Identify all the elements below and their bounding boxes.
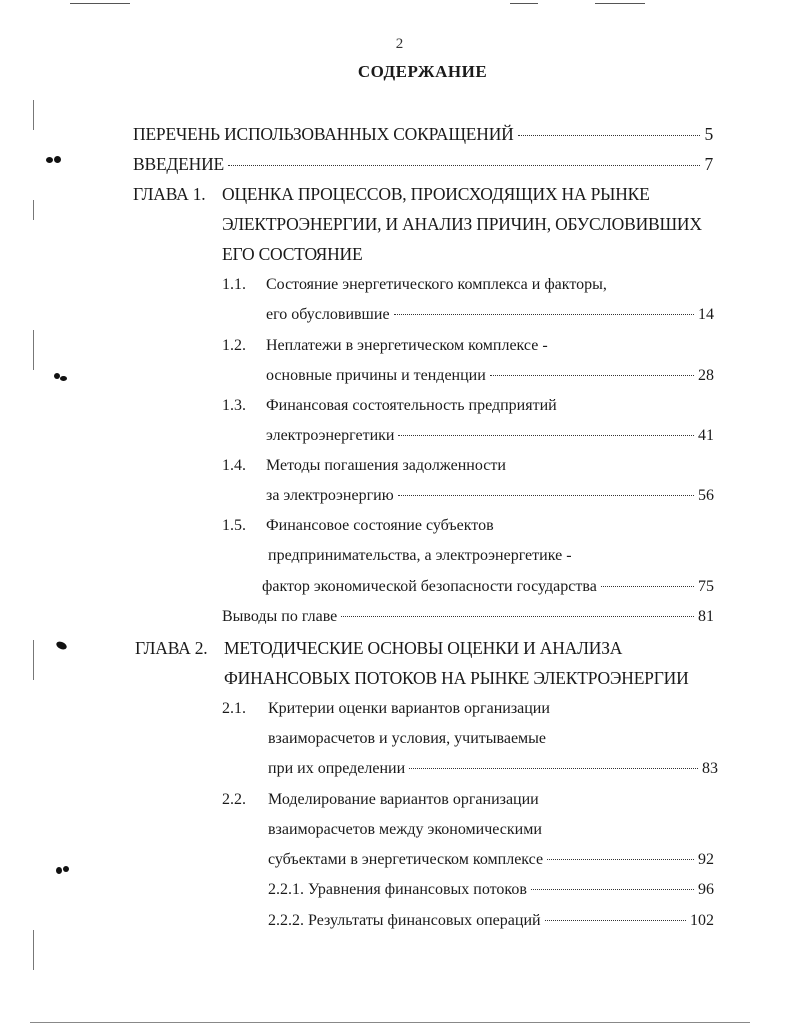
toc-entry-section-1-4[interactable] bbox=[266, 487, 714, 505]
section-title-line: субъектами в энергетическом комплексе bbox=[268, 851, 544, 868]
scan-rule bbox=[595, 3, 645, 4]
scan-speck bbox=[46, 157, 53, 163]
toc-entry-label: Выводы по главе bbox=[222, 608, 338, 625]
toc-entry-page: 7 bbox=[704, 154, 713, 174]
scan-rule bbox=[510, 3, 538, 4]
dot-leader bbox=[394, 314, 694, 315]
page-number: 2 bbox=[395, 36, 404, 52]
toc-entry-page: 41 bbox=[698, 427, 714, 444]
section-title-line[interactable]: Критерии оценки вариантов организации bbox=[268, 700, 550, 717]
toc-entry-section-2-1[interactable] bbox=[268, 760, 718, 778]
section-title-line[interactable]: Моделирование вариантов организации bbox=[268, 791, 539, 808]
dot-leader bbox=[531, 889, 694, 890]
toc-entry-page: 56 bbox=[698, 487, 714, 504]
chapter-1-title-line[interactable]: ЕГО СОСТОЯНИЕ bbox=[222, 244, 363, 264]
dot-leader bbox=[601, 586, 694, 587]
toc-entry-page: 96 bbox=[698, 881, 714, 898]
dot-leader bbox=[490, 375, 694, 376]
toc-entry-label: 2.2.2. Результаты финансовых операций bbox=[268, 912, 541, 929]
dot-leader bbox=[545, 920, 686, 921]
scan-speck bbox=[55, 640, 68, 651]
toc-entry-section-1-5[interactable] bbox=[262, 578, 714, 596]
section-number: 1.2. bbox=[222, 337, 246, 354]
chapter-2-number: ГЛАВА 2. bbox=[135, 638, 208, 658]
toc-entry-page: 81 bbox=[698, 608, 714, 625]
section-title-line[interactable]: Финансовая состоятельность предприятий bbox=[266, 397, 557, 414]
toc-entry-introduction[interactable] bbox=[133, 154, 713, 175]
section-number: 2.1. bbox=[222, 700, 246, 717]
page-title: СОДЕРЖАНИЕ bbox=[357, 62, 488, 81]
toc-entry-page: 102 bbox=[690, 912, 714, 929]
toc-entry-section-1-3[interactable] bbox=[266, 427, 714, 445]
dot-leader bbox=[228, 165, 700, 166]
section-title-line[interactable]: Состояние энергетического комплекса и факторы, bbox=[266, 276, 607, 293]
dot-leader bbox=[398, 495, 694, 496]
chapter-1-title-line[interactable]: ЭЛЕКТРОЭНЕРГИИ, И АНАЛИЗ ПРИЧИН, ОБУСЛОВИВШИХ bbox=[222, 214, 702, 234]
chapter-1-number: ГЛАВА 1. bbox=[133, 184, 206, 204]
chapter-2-title-line[interactable]: МЕТОДИЧЕСКИЕ ОСНОВЫ ОЦЕНКИ И АНАЛИЗА bbox=[224, 638, 623, 658]
section-title-line: основные причины и тенденции bbox=[266, 367, 486, 384]
dot-leader bbox=[518, 135, 701, 136]
toc-entry-abbreviations[interactable] bbox=[133, 124, 713, 145]
dot-leader bbox=[409, 768, 698, 769]
scan-speck bbox=[63, 866, 69, 872]
section-number: 1.4. bbox=[222, 457, 246, 474]
section-number: 2.2. bbox=[222, 791, 246, 808]
scan-speck bbox=[54, 156, 61, 163]
scan-edge bbox=[33, 100, 34, 130]
scan-edge bbox=[33, 640, 34, 680]
toc-entry-page: 92 bbox=[698, 851, 714, 868]
section-title-line[interactable]: Методы погашения задолженности bbox=[266, 457, 506, 474]
scan-edge bbox=[33, 200, 34, 220]
scan-rule bbox=[70, 3, 130, 4]
section-title-line[interactable]: взаиморасчетов между экономическими bbox=[268, 821, 542, 838]
toc-entry-section-2-2[interactable] bbox=[268, 851, 714, 869]
section-number: 1.3. bbox=[222, 397, 246, 414]
scan-edge bbox=[33, 930, 34, 970]
toc-entry-page: 28 bbox=[698, 367, 714, 384]
section-title-line[interactable]: Неплатежи в энергетическом комплексе - bbox=[266, 337, 548, 354]
toc-entry-conclusions[interactable] bbox=[222, 608, 714, 626]
section-title-line[interactable]: предпринимательства, а электроэнергетике - bbox=[268, 547, 572, 564]
section-title-line: электроэнергетики bbox=[266, 427, 395, 444]
section-title-line: при их определении bbox=[268, 760, 406, 777]
toc-entry-page: 83 bbox=[702, 760, 718, 777]
dot-leader bbox=[547, 859, 694, 860]
section-title-line[interactable]: взаиморасчетов и условия, учитываемые bbox=[268, 730, 547, 747]
toc-entry-subsection-2-2-2[interactable] bbox=[268, 912, 714, 930]
dot-leader bbox=[398, 435, 694, 436]
toc-entry-label: ПЕРЕЧЕНЬ ИСПОЛЬЗОВАННЫХ СОКРАЩЕНИЙ bbox=[133, 124, 514, 144]
toc-entry-label: 2.2.1. Уравнения финансовых потоков bbox=[268, 881, 527, 898]
scan-speck bbox=[56, 867, 62, 874]
scan-edge bbox=[33, 330, 34, 370]
section-title-line: за электроэнергию bbox=[266, 487, 394, 504]
chapter-1-title-line[interactable]: ОЦЕНКА ПРОЦЕССОВ, ПРОИСХОДЯЩИХ НА РЫНКЕ bbox=[222, 184, 650, 204]
toc-entry-page: 5 bbox=[704, 124, 713, 144]
toc-entry-label: ВВЕДЕНИЕ bbox=[133, 154, 225, 174]
section-title-line: фактор экономической безопасности государства bbox=[262, 578, 597, 595]
section-title-line[interactable]: Финансовое состояние субъектов bbox=[266, 517, 494, 534]
toc-entry-section-1-1[interactable] bbox=[266, 306, 714, 324]
scan-speck bbox=[60, 376, 67, 381]
section-number: 1.1. bbox=[222, 276, 246, 293]
chapter-2-title-line[interactable]: ФИНАНСОВЫХ ПОТОКОВ НА РЫНКЕ ЭЛЕКТРОЭНЕРГИИ bbox=[224, 668, 689, 688]
section-number: 1.5. bbox=[222, 517, 246, 534]
section-title-line: его обусловившие bbox=[266, 306, 390, 323]
toc-entry-page: 14 bbox=[698, 306, 714, 323]
toc-entry-page: 75 bbox=[698, 578, 714, 595]
scan-rule bbox=[30, 1022, 750, 1023]
dot-leader bbox=[341, 616, 694, 617]
toc-entry-subsection-2-2-1[interactable] bbox=[268, 881, 714, 899]
toc-entry-section-1-2[interactable] bbox=[266, 367, 714, 385]
